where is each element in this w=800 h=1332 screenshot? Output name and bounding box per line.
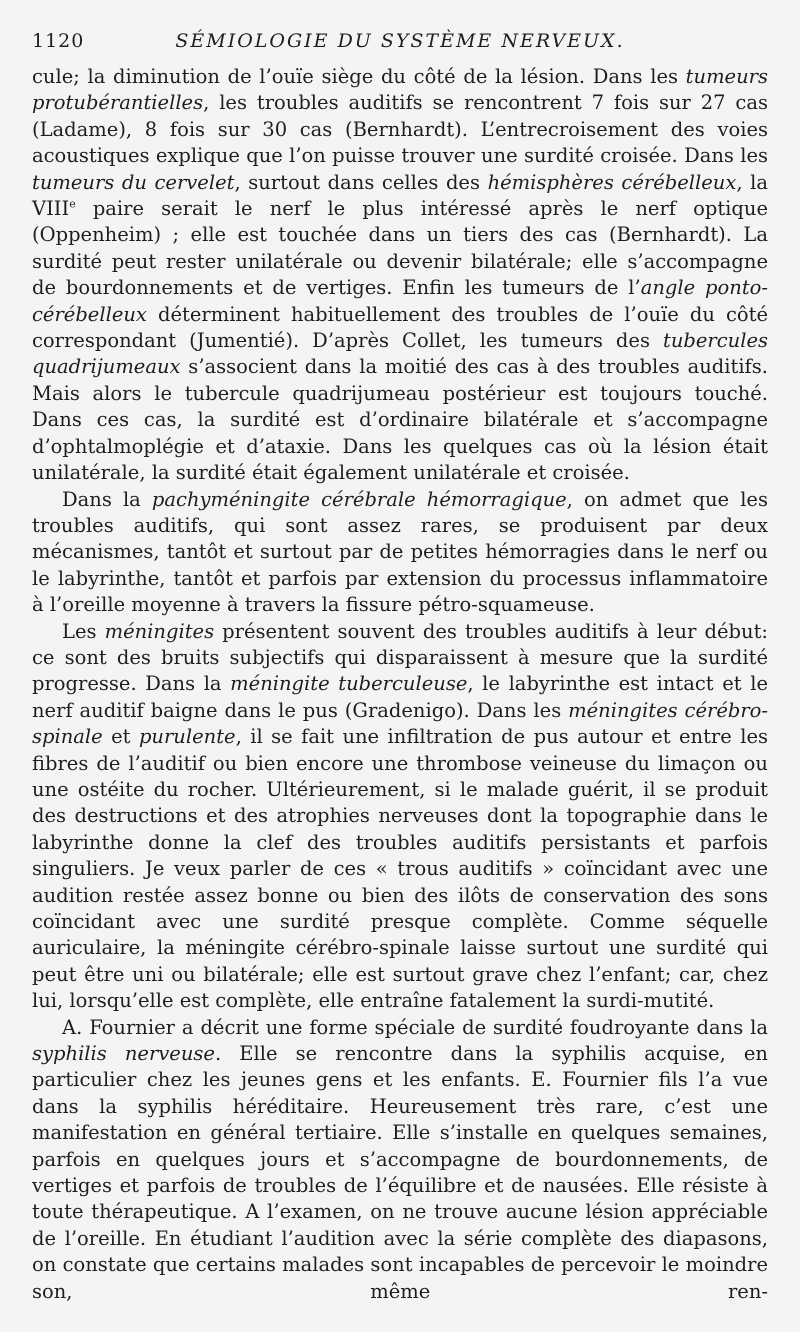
- text-run: , surtout dans celles des: [234, 170, 488, 194]
- italic-term: hémisphères cérébelleux: [487, 170, 737, 194]
- text-run: A. Fournier a décrit une forme spéciale de surdité foudroyante dans la: [62, 1015, 768, 1039]
- italic-term: tumeurs protubérantielles: [32, 65, 768, 115]
- paragraph: [32, 487, 768, 619]
- italic-term: pachyméningite cérébrale hémorragique: [151, 487, 567, 511]
- text-run: , la VIII: [32, 170, 768, 221]
- paragraph: [32, 64, 768, 487]
- italic-term: méningites: [104, 619, 215, 643]
- italic-term: tumeurs du cervelet: [32, 170, 235, 194]
- text-run: s’associent dans la moitié des cas à des troubles auditifs. Mais alors le tubercule quadrijumeau postérieur est toujours touché. Dans ces cas, la surdité est d’ordinaire bilatérale et s’accompagne d’ophtalmoplégie et d’ataxie. Dans les quelques cas où la lésion était unilatérale, la surdité était également unilatérale et croisée.: [32, 355, 768, 485]
- text-run: , on admet que les troubles auditifs, qui sont assez rares, se produisent par deux mécanismes, tantôt et surtout par de petites hémorragies dans le nerf ou le labyrinthe, tantôt et parfois par extension du processus inflammatoire à l’oreille moyenne à travers la fissure pétro-squameuse.: [32, 487, 768, 617]
- text-run: paire serait le nerf le plus intéressé après le nerf optique (Oppenheim) ; elle est touchée dans un tiers des cas (Bernhardt). La surdité peut rester unilatérale ou devenir bilatérale; elle s’accompagne de bourdonnements et de vertiges. Enfin les tumeurs de l’: [32, 197, 768, 300]
- running-header: [32, 30, 768, 54]
- text-run: , il se fait une infiltration de pus autour et entre les fibres de l’auditif ou bien encore une thrombose veineuse du limaçon ou une ostéite du rocher. Ultérieurement, si le malade guérit, il se produit des destructions et des atrophies nerveuses dont la topographie dans le labyrinthe donne la clef des troubles auditifs persistants et parfois singuliers. Je veux parler de ces « trous auditifs » coïncidant avec une audition restée assez bonne ou bien des ilôts de conservation des sons coïncidant avec une surdité presque complète. Comme séquelle auriculaire, la méningite cérébro-spinale laisse surtout une surdité qui peut être uni ou bilatérale; elle est surtout grave chez l’enfant; car, chez lui, lorsqu’elle est complète, elle entraîne fatalement la surdi-mutité.: [32, 725, 768, 1013]
- text-run: et: [102, 725, 139, 749]
- superscript: e: [69, 197, 76, 211]
- italic-term: angle ponto-cérébelleux: [32, 276, 769, 326]
- text-run: Les: [62, 619, 105, 643]
- text-run: Dans la: [62, 487, 152, 511]
- italic-term: tubercules quadrijumeaux: [32, 329, 768, 379]
- page-number: 1120: [32, 30, 85, 52]
- text-run: cule; la diminution de l’ouïe siège du côté de la lésion. Dans les: [32, 65, 686, 88]
- text-run: présentent souvent des troubles auditifs à leur début: ce sont des bruits subjectifs qui disparaissent à mesure que la surdité progresse. Dans la: [32, 619, 768, 696]
- text-run: , les troubles auditifs se rencontrent 7 fois sur 27 cas (Ladame), 8 fois sur 30 cas (Bernhardt). L’entrecroisement des voies acoustiques explique que l’on puisse trouver une surdité croisée. Dans les: [32, 91, 768, 168]
- paragraph: [32, 1015, 768, 1305]
- italic-term: syphilis nerveuse: [32, 1042, 215, 1066]
- text-run: . Elle se rencontre dans la syphilis acquise, en particulier chez les jeunes gens et les enfants. E. Fournier fils l’a vue dans la syphilis héréditaire. Heureusement très rare, c’est une manifestation en général tertiaire. Elle s’installe en quelques semaines, parfois en quelques jours et s’accompagne de bourdonnements, de vertiges et parfois de troubles de l’équilibre et de nausées. Elle résiste à toute thérapeutique. A l’examen, on ne trouve aucune lésion appréciable de l’oreille. En étudiant l’audition avec la série complète des diapasons, on constate que certains malades sont incapables de percevoir le moindre son, même ren-: [32, 1042, 768, 1303]
- text-run: , le labyrinthe est intact et le nerf auditif baigne dans le pus (Gradenigo). Dans les: [32, 672, 768, 722]
- running-title: SÉMIOLOGIE DU SYSTÈME NERVEUX.: [175, 30, 625, 52]
- italic-term: méningite tuberculeuse: [230, 672, 468, 696]
- italic-term: méningites cérébro-spinale: [32, 698, 768, 749]
- text-run: déterminent habituellement des troubles de l’ouïe du côté correspondant (Jumentié). D’après Collet, les tumeurs des: [32, 302, 768, 353]
- paragraph: [32, 619, 768, 1015]
- body-text: [32, 64, 768, 1305]
- italic-term: purulente: [138, 725, 236, 749]
